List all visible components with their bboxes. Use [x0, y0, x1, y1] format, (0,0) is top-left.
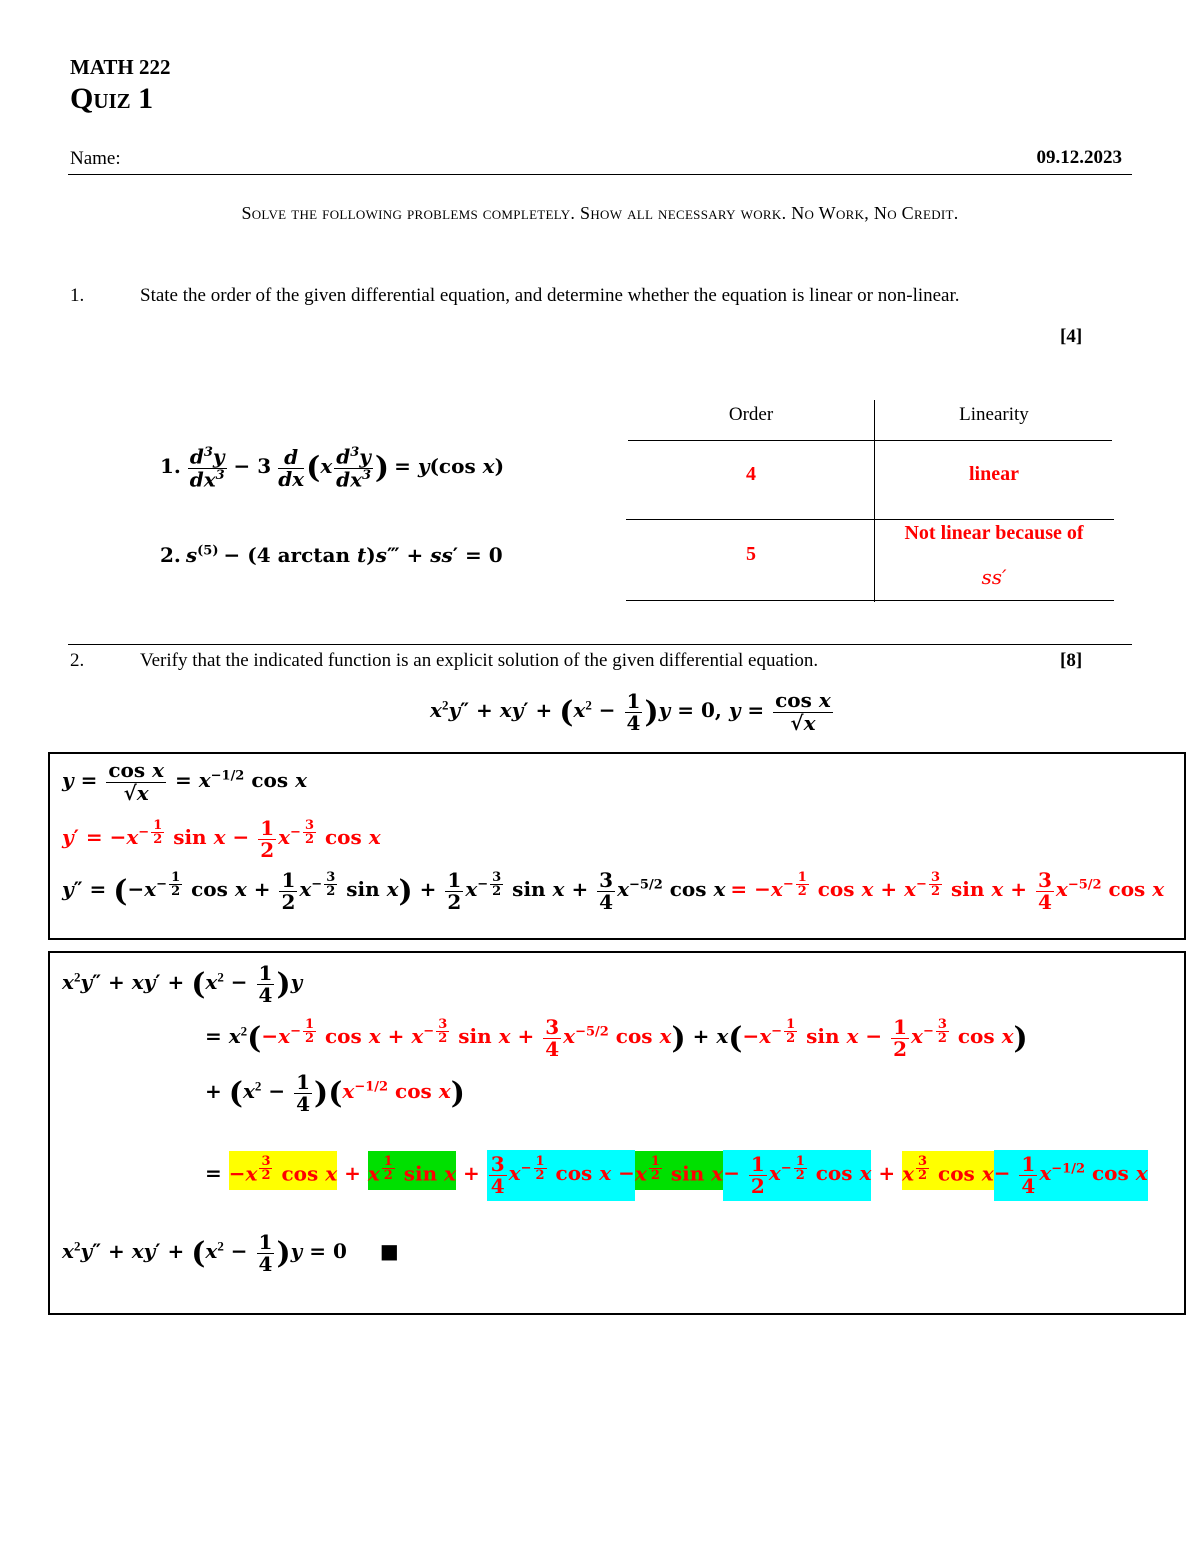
expanded-line: = −x $^{\frac{3}{2}}$ cos x + x $^{\frac{1}{2}}$ sin x + $\frac{3}{4}$ $x^{- \frac{1}{2}}$ cos x −x $^{\frac{1}{2}}$ sin x− $\frac{1}{2}$ $x^{- \frac{1}{2}}$ cos x + x $^{\frac{3}{2}}$ cos x− $\frac{1}{4}$ $x^{-1/2}$ cos x	[205, 1150, 1148, 1201]
row1-order: 4	[746, 463, 756, 485]
q1-eq2-number: 2.	[160, 543, 181, 567]
q1-marks: [4]	[1060, 326, 1083, 347]
q2-marks: [8]	[1060, 650, 1083, 671]
course-title: MATH 222	[70, 55, 171, 79]
q1-text: State the order of the given differential equation, and determine whether the equation is linear or non-linear.	[140, 285, 960, 306]
section-rule	[68, 644, 1132, 645]
table-header-linearity: Linearity	[959, 404, 1029, 425]
quiz-date: 09.12.2023	[1036, 147, 1122, 168]
quiz-title: Quiz 1	[70, 82, 154, 115]
q1-number: 1.	[70, 285, 85, 306]
header-rule	[68, 174, 1132, 175]
row2-linearity: Not linear because of	[904, 522, 1084, 544]
qed-square-icon: ■	[379, 1239, 399, 1264]
row2-order: 5	[746, 543, 756, 565]
lhs-expression: $x^2y'' + xy' + (x^2$ − $\frac{1}{4}$ )y	[62, 961, 303, 1007]
q2-equation: $x^2y'' + xy' + (x^2$ − $\frac{1}{4}$ )y = 0, y = $\frac{\text{cos x}}{√x}$	[430, 688, 831, 735]
instructions: Solve the following problems completely. Show all necessary work. No Work, No Credit.	[241, 203, 959, 223]
substitution-line-2: + ($x^2$ − $\frac{1}{4}$ )($x^{-1/2}$ cos x)	[205, 1070, 465, 1116]
table-divider-vertical	[874, 400, 875, 602]
q1-equation-1: 1. $\frac{d^3y}{dx^3}$ − 3 $\frac{d}{dx}$ (x $\frac{d^3y}{dx^3}$ ) = y(cos x)	[160, 444, 505, 492]
y-prime-expression: $y' = -x^{- \frac{1}{2}}$ sin x − $\frac{1}{2}$ $x^{- \frac{3}{2}}$ cos x	[62, 816, 381, 862]
y-expression: y = $\frac{\text{cos x}}{√x}$ = $x^{-1/2}$ cos x	[62, 758, 307, 805]
row2-linearity-note: ss′	[981, 565, 1007, 589]
y-double-prime-expression: $y'' = (-x^{- \frac{1}{2}}$ cos x + $\frac{1}{2}$ $x^{- \frac{3}{2}}$ sin x) + $\frac{1}{2}$ $x^{- \frac{3}{2}}$ sin x + $\frac{3}{4}$ $x^{-5/2}$ $\cos x = -x^{- \frac{1}{2}}$ $\cos x + x^{- \frac{3}{2}}$ sin x + $\frac{3}{4}$ $x^{-5/2}$ cos x	[62, 868, 1165, 914]
final-result: $x^2y'' + xy' + (x^2$ − $\frac{1}{4}$ )y = 0 ■	[62, 1230, 399, 1276]
q2-number: 2.	[70, 650, 85, 671]
name-label: Name:	[70, 148, 121, 169]
table-header-order: Order	[728, 404, 774, 425]
substitution-line-1: = $x^2(-x^{- \frac{1}{2}}$ $\cos x + x^{- \frac{3}{2}}$ sin x + $\frac{3}{4}$ $x^{-5/2}$ $\cos x) + x(-x^{- \frac{1}{2}}$ sin x − $\frac{1}{2}$ $x^{- \frac{3}{2}}$ cos x)	[205, 1015, 1028, 1061]
row1-linearity: linear	[969, 463, 1019, 485]
table-rule-1	[628, 440, 1112, 441]
table-rule-2	[626, 519, 1114, 520]
q1-eq1-number: 1.	[160, 453, 181, 478]
q1-equation-2: 2. $s^{(5)} - (4$ arctan t)s‴ + ss′ = 0	[160, 543, 503, 567]
q2-text: Verify that the indicated function is an explicit solution of the given differential equation.	[140, 650, 819, 671]
table-rule-3	[626, 600, 1114, 601]
